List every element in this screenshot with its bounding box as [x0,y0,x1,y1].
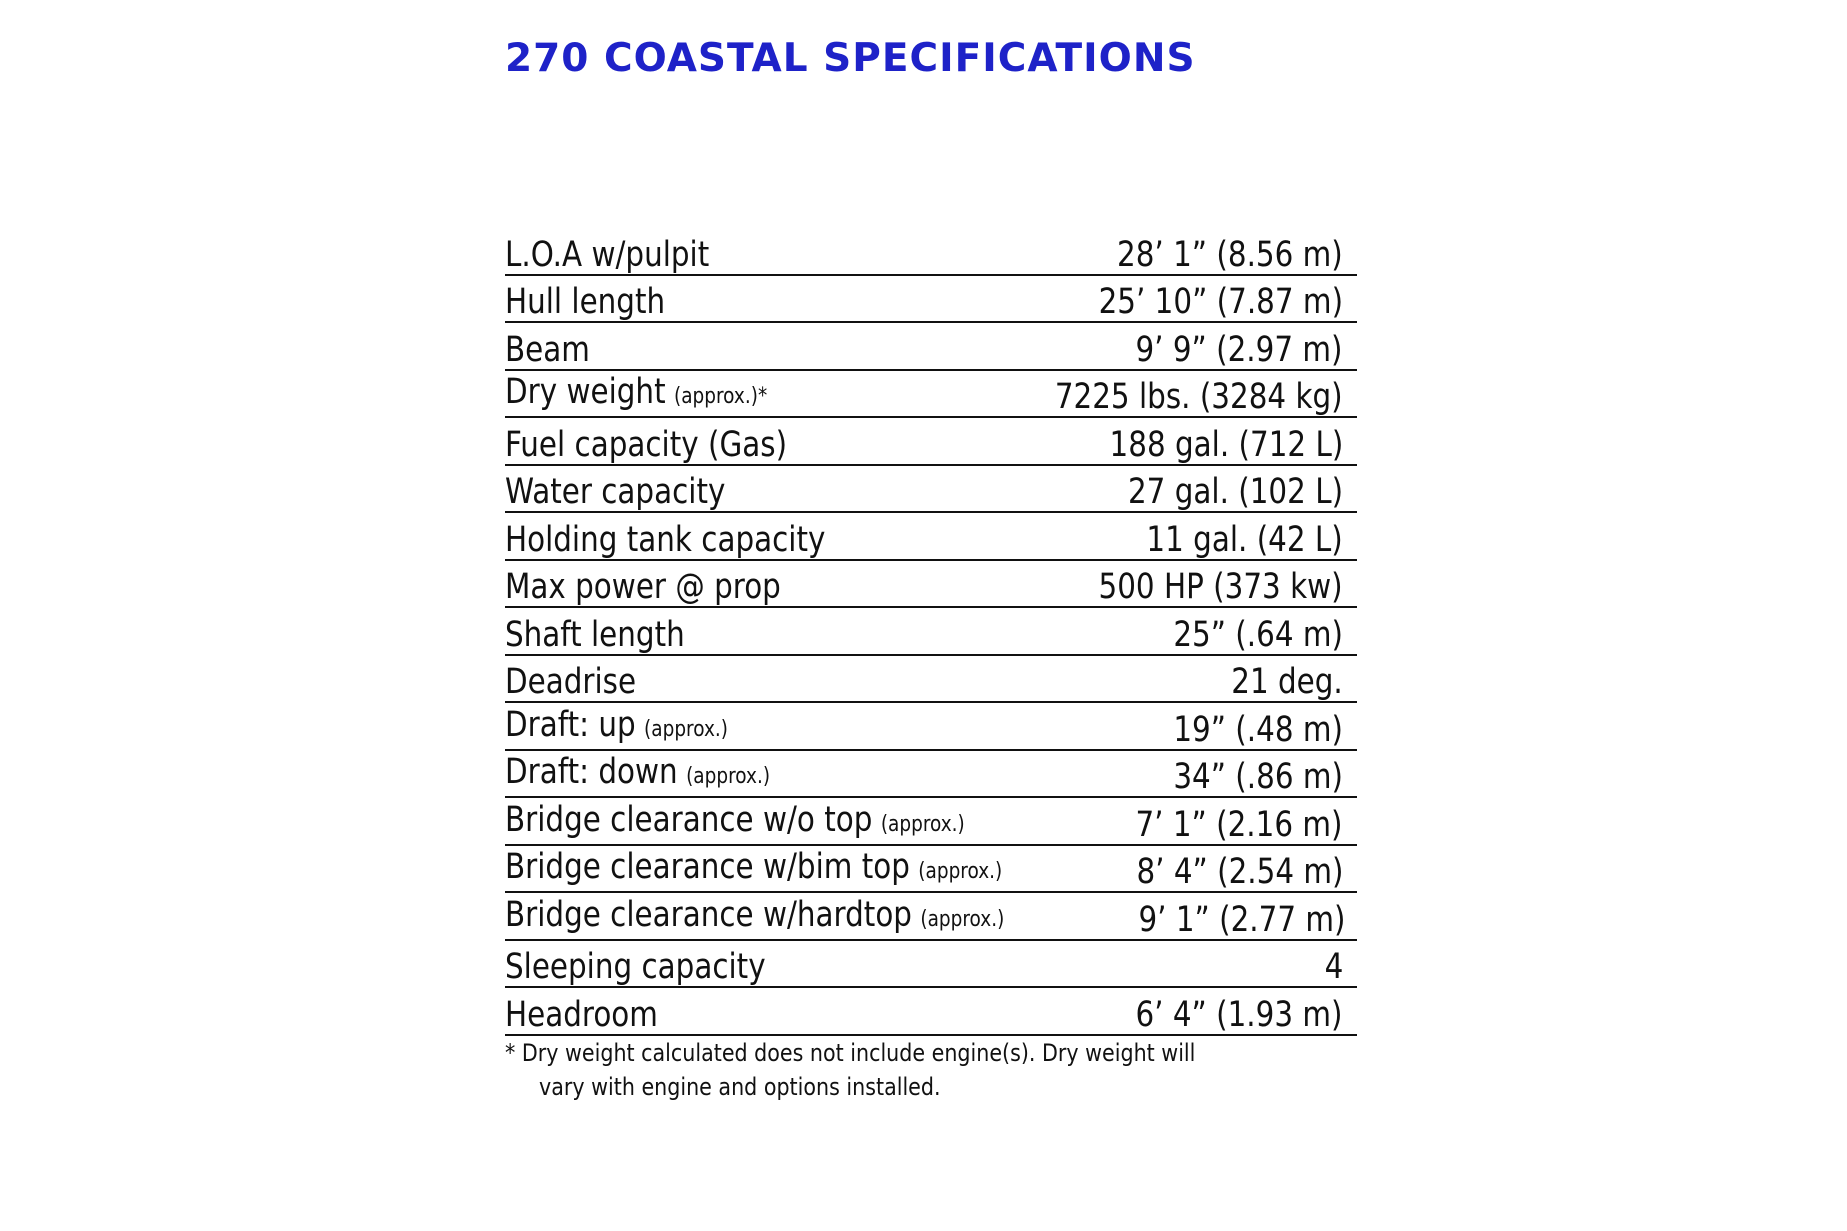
spec-row [505,656,1357,704]
spec-value: 9’ 1” (2.77 m) [1138,899,1346,940]
spec-label [505,801,965,844]
spec-label [505,236,709,274]
footnote-line-2: vary with engine and options installed. [539,1073,941,1101]
spec-label [505,996,658,1034]
spec-label-text: Draft: down [505,752,678,792]
spec-label-text: Deadrise [505,662,637,702]
spec-row [505,608,1357,656]
spec-label-text: Bridge clearance w/bim top [505,847,910,887]
spec-note: (approx.)* [673,384,768,409]
spec-label-text: Sleeping capacity [505,947,766,987]
footnote-line-1: * Dry weight calculated does not include engine(s). Dry weight will [505,1039,1196,1067]
spec-note: (approx.) [644,716,729,742]
spec-label-text: Beam [505,329,590,370]
spec-label-text: Dry weight [505,372,666,412]
spec-value: 188 gal. (712 L) [1109,424,1343,465]
spec-value: 9’ 9” (2.97 m) [1135,329,1343,370]
spec-value: 4 [1324,947,1343,987]
spec-row [505,513,1357,561]
spec-note: (approx.) [880,811,965,837]
spec-value: 27 gal. (102 L) [1127,472,1343,512]
spec-label [505,896,1004,939]
spec-value: 6’ 4” (1.93 m) [1135,994,1343,1035]
spec-note: (approx.) [686,764,771,789]
spec-label-text: L.O.A w/pulpit [505,234,710,275]
spec-row [505,941,1357,989]
spec-row [505,798,1357,846]
specifications-table [505,228,1357,1036]
spec-label-text: Draft: up [505,704,636,745]
spec-label [505,283,665,321]
spec-value: 28’ 1” (8.56 m) [1117,234,1343,275]
spec-label-text: Max power @ prop [505,567,781,607]
footnote [505,1036,1365,1104]
spec-label-text: Fuel capacity (Gas) [505,424,788,465]
spec-row [505,466,1357,514]
spec-row [505,846,1357,894]
page-title: 270 COASTAL SPECIFICATIONS [505,36,1196,81]
spec-label [505,663,636,701]
spec-label-text: Bridge clearance w/hardtop [505,894,912,935]
spec-label [505,473,725,511]
spec-row [505,893,1357,941]
spec-label-text: Bridge clearance w/o top [505,799,873,840]
spec-value: 500 HP (373 kw) [1098,567,1343,607]
spec-label [505,521,825,559]
spec-label [505,948,766,986]
spec-label-text: Shaft length [505,614,685,655]
spec-value: 25’ 10” (7.87 m) [1098,282,1343,322]
spec-value: 19” (.48 m) [1173,709,1343,750]
spec-label [505,616,685,654]
spec-value: 25” (.64 m) [1173,614,1343,655]
spec-value: 7225 lbs. (3284 kg) [1055,377,1343,417]
spec-row [505,371,1357,419]
spec-row [505,323,1357,371]
spec-label-text: Water capacity [505,472,726,512]
spec-row [505,988,1357,1036]
spec-row [505,703,1357,751]
spec-label [505,753,770,796]
spec-note: (approx.) [920,906,1005,932]
spec-row [505,561,1357,609]
spec-value: 34” (.86 m) [1173,757,1343,797]
spec-label [505,848,1002,891]
spec-label-text: Holding tank capacity [505,519,826,560]
spec-row [505,228,1357,276]
spec-label [505,331,590,369]
spec-value: 7’ 1” (2.16 m) [1135,804,1343,845]
spec-label [505,426,787,464]
spec-label [505,568,781,606]
spec-value: 8’ 4” (2.54 m) [1136,852,1344,892]
spec-label-text: Headroom [505,994,658,1035]
spec-label-text: Hull length [505,282,666,322]
spec-row [505,418,1357,466]
spec-note: (approx.) [918,859,1003,884]
spec-value: 11 gal. (42 L) [1146,519,1343,560]
spec-label [505,706,728,749]
spec-row [505,276,1357,324]
spec-label [505,373,767,416]
spec-value: 21 deg. [1231,662,1343,702]
spec-row [505,751,1357,799]
